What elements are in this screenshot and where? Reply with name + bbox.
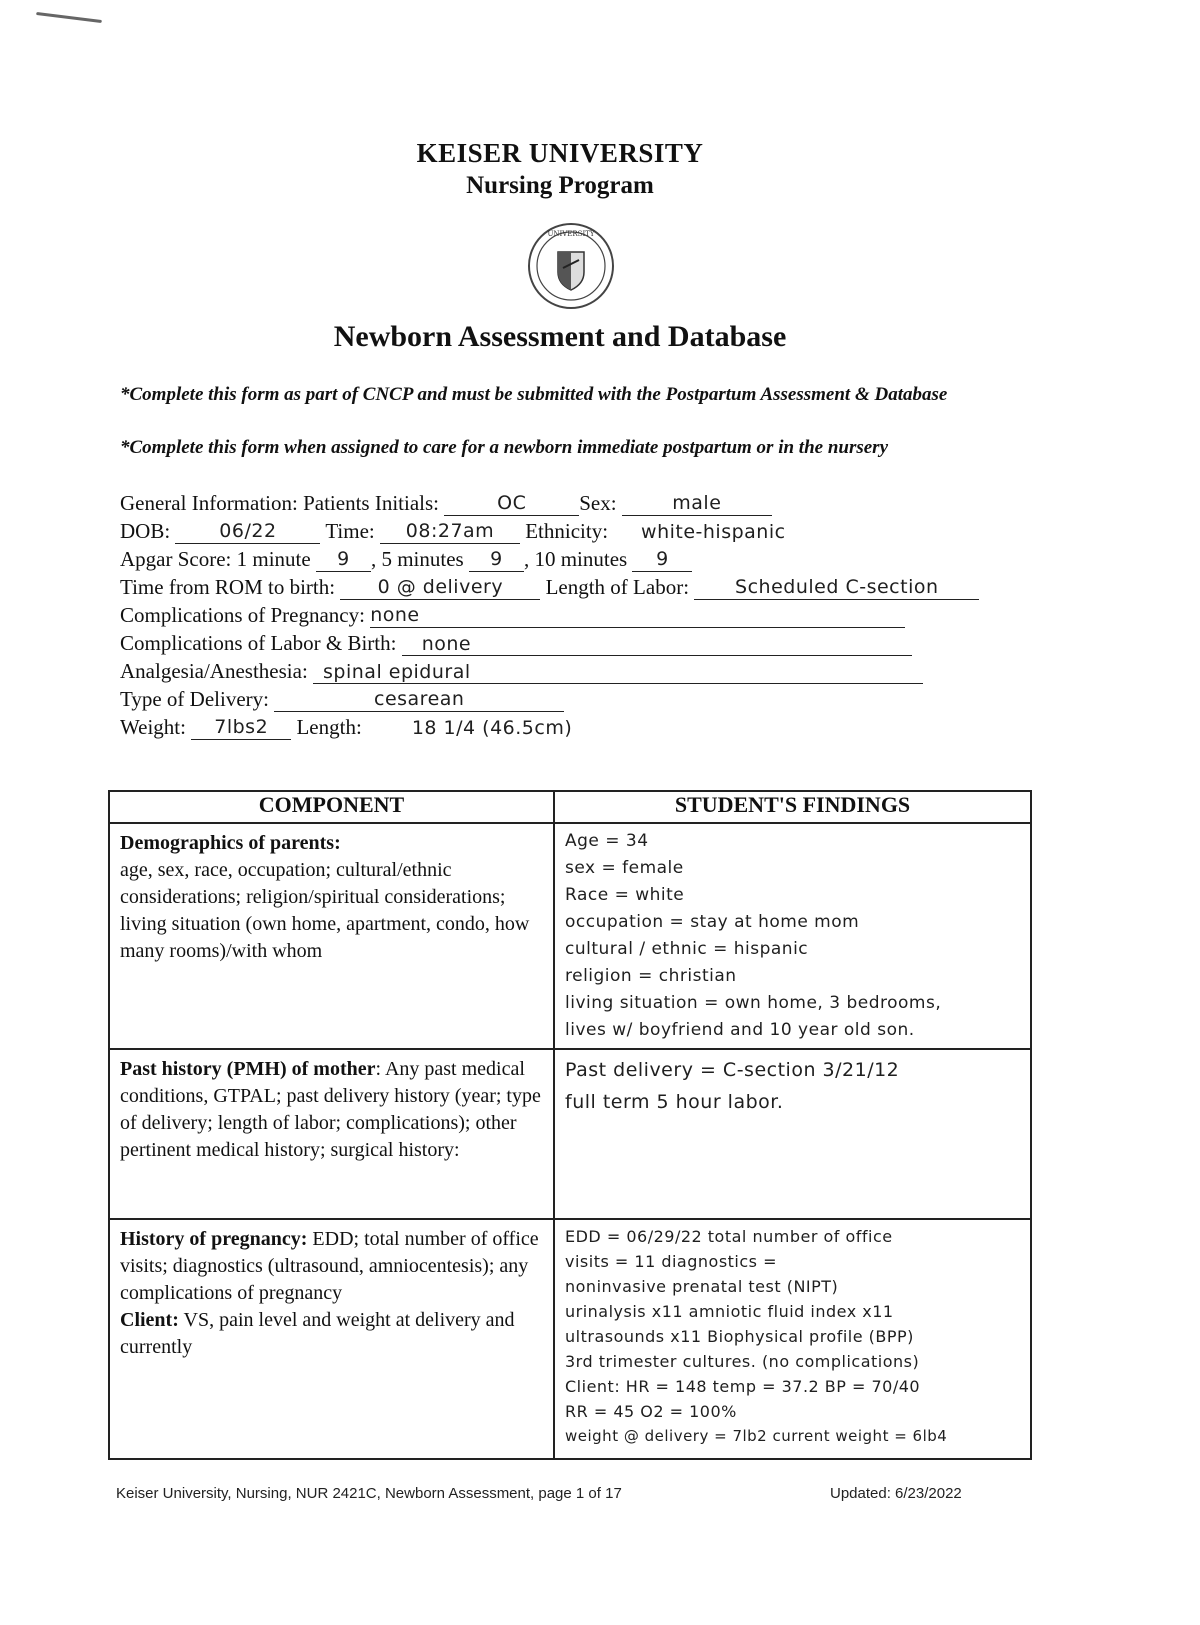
row-initials-sex: General Information: Patients Initials: OC Sex: male	[120, 490, 772, 516]
analgesia-field[interactable]: spinal epidural	[313, 660, 923, 684]
dob-field[interactable]: 06/22	[175, 519, 320, 544]
row-apgar: Apgar Score: 1 minute 9 , 5 minutes 9 , 10 minutes 9	[120, 546, 692, 572]
footer-left: Keiser University, Nursing, NUR 2421C, Newborn Assessment, page 1 of 17	[116, 1485, 622, 1502]
university-seal-icon	[527, 222, 615, 310]
table-header-row	[109, 791, 1031, 823]
table-row	[109, 1049, 1031, 1219]
sex-field[interactable]: male	[622, 491, 772, 516]
time-field[interactable]: 08:27am	[380, 519, 520, 544]
apgar-1min-field[interactable]: 9	[316, 547, 371, 572]
table-row	[109, 823, 1031, 1049]
apgar-5min-field[interactable]: 9	[469, 547, 524, 572]
findings-cell[interactable]: EDD = 06/29/22 total number of office visits = 11 diagnostics = noninvasive prenatal test (NIPT) urinalysis x11 amniotic fluid index x11 ultrasounds x11 Biophysical profile (BPP) 3rd trimester cultures. (no complications) Client: HR = 148 temp = 37.2 BP = 70/40 RR = 45 O2 = 100% weight @ delivery = 7lb2 current weight = 6lb4	[554, 1219, 1031, 1459]
footer-updated: Updated: 6/23/2022	[830, 1485, 962, 1502]
comp-preg-field[interactable]: none	[370, 603, 905, 628]
findings-cell[interactable]: Past delivery = C-section 3/21/12 full term 5 hour labor.	[554, 1049, 1031, 1219]
scan-mark	[36, 12, 102, 23]
col-findings: STUDENT'S FINDINGS	[554, 791, 1031, 823]
labor-length-field[interactable]: Scheduled C-section	[694, 575, 979, 600]
table-row	[109, 1219, 1031, 1459]
initials-field[interactable]: OC	[444, 491, 579, 516]
component-cell: Past history (PMH) of mother: Any past medical conditions, GTPAL; past delivery history (year; type of delivery; length of labor; complications); other pertinent medical history; surgical history:	[109, 1049, 554, 1219]
comp-labor-field[interactable]: none	[402, 632, 912, 656]
row-comp-preg: Complications of Pregnancy: none	[120, 602, 905, 628]
ethnicity-field[interactable]: white-hispanic	[641, 521, 786, 543]
university-name: KEISER UNIVERSITY	[416, 138, 704, 168]
assessment-table	[108, 790, 1032, 1460]
apgar-10min-field[interactable]: 9	[632, 547, 692, 572]
weight-field[interactable]: 7lbs2	[191, 715, 291, 740]
instruction-1: *Complete this form as part of CNCP and must be submitted with the Postpartum Assessment & Database	[120, 384, 948, 405]
length-field[interactable]: 18 1/4 (46.5cm)	[411, 717, 573, 739]
rom-field[interactable]: 0 @ delivery	[340, 575, 540, 600]
row-analgesia: Analgesia/Anesthesia: spinal epidural	[120, 658, 923, 684]
program-name: Nursing Program	[466, 172, 654, 199]
instruction-2: *Complete this form when assigned to care for a newborn immediate postpartum or in the nursery	[120, 437, 888, 458]
row-delivery: Type of Delivery: cesarean	[120, 686, 564, 712]
col-component: COMPONENT	[109, 791, 554, 823]
component-cell: Demographics of parents: age, sex, race, occupation; cultural/ethnic considerations; religion/spiritual considerations; living situation (own home, apartment, condo, how many rooms)/with whom	[109, 823, 554, 1049]
component-cell: History of pregnancy: EDD; total number of office visits; diagnostics (ultrasound, amniocentesis); any complications of pregnancy Client: VS, pain level and weight at delivery and currently	[109, 1219, 554, 1459]
form-title: Newborn Assessment and Database	[333, 320, 787, 353]
row-rom-labor: Time from ROM to birth: 0 @ delivery Length of Labor: Scheduled C-section	[120, 574, 979, 600]
svg-text:UNIVERSITY: UNIVERSITY	[547, 230, 595, 238]
delivery-type-field[interactable]: cesarean	[274, 687, 564, 712]
findings-cell[interactable]: Age = 34 sex = female Race = white occupation = stay at home mom cultural / ethnic = hispanic religion = christian living situation = own home, 3 bedrooms, lives w/ boyfriend and 10 year old son.	[554, 823, 1031, 1049]
row-comp-labor: Complications of Labor & Birth: none	[120, 630, 912, 656]
row-dob-time-ethnicity: DOB: 06/22 Time: 08:27am Ethnicity: white-hispanic	[120, 518, 813, 544]
row-weight-length: Weight: 7lbs2 Length: 18 1/4 (46.5cm)	[120, 714, 617, 740]
